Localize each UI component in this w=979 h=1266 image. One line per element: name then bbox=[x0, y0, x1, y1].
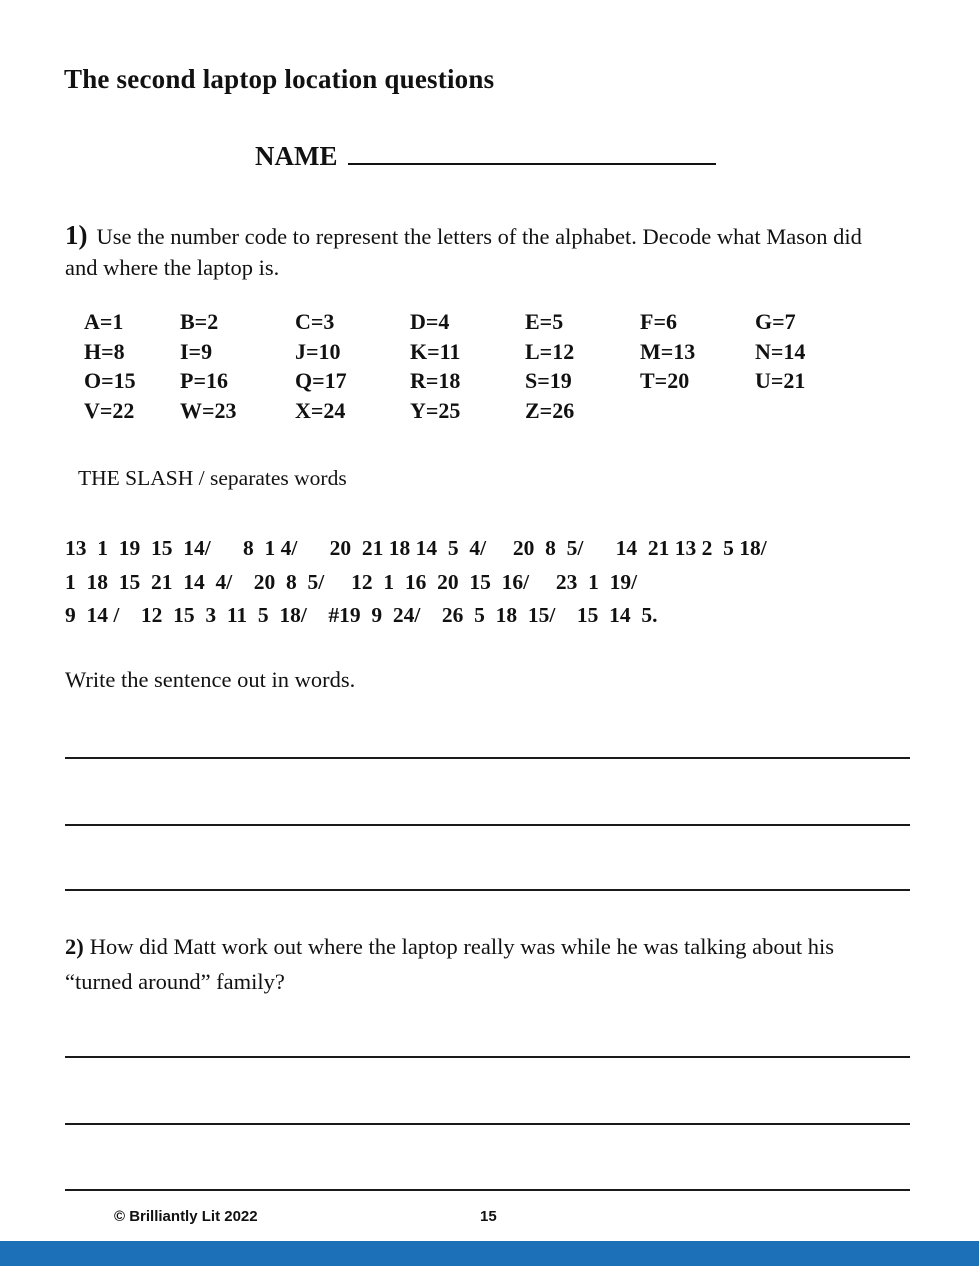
code-cell: S=19 bbox=[525, 368, 572, 393]
question-1-number: 1) bbox=[65, 220, 88, 250]
code-cell: K=11 bbox=[410, 338, 461, 364]
code-line-3: 9 14 / 12 15 3 11 5 18/ #19 9 24/ 26 5 18 15/ 15 14 5. bbox=[65, 603, 658, 627]
copyright-text: © Brilliantly Lit 2022 bbox=[114, 1208, 258, 1225]
code-cell: M=13 bbox=[640, 338, 696, 364]
answer-line-q1-2 bbox=[65, 824, 910, 826]
name-row bbox=[255, 139, 716, 172]
answer-line-q2-2 bbox=[65, 1123, 910, 1125]
code-cell: P=16 bbox=[180, 368, 228, 393]
slash-note: THE SLASH / separates words bbox=[78, 466, 347, 490]
answer-line-q1-3 bbox=[65, 889, 910, 891]
code-cell: R=18 bbox=[410, 368, 461, 393]
coded-message bbox=[65, 532, 935, 633]
answer-line-q2-3 bbox=[65, 1189, 910, 1191]
page-footer bbox=[0, 1208, 979, 1230]
code-cell: Q=17 bbox=[295, 368, 347, 393]
footer-bar bbox=[0, 1241, 979, 1266]
code-cell: Z=26 bbox=[525, 397, 575, 423]
name-blank-line bbox=[348, 139, 716, 165]
page-title: The second laptop location questions bbox=[64, 64, 495, 94]
code-cell: B=2 bbox=[180, 309, 219, 334]
code-cell: U=21 bbox=[755, 368, 806, 393]
write-sentence-prompt: Write the sentence out in words. bbox=[65, 667, 356, 692]
page-number: 15 bbox=[480, 1208, 497, 1225]
alphabet-code-table bbox=[84, 307, 875, 425]
code-cell: D=4 bbox=[410, 309, 450, 334]
code-cell: G=7 bbox=[755, 309, 796, 334]
question-1 bbox=[65, 220, 865, 283]
code-cell: J=10 bbox=[295, 338, 341, 364]
code-cell: C=3 bbox=[295, 309, 335, 334]
code-cell: E=5 bbox=[525, 309, 564, 334]
answer-line-q1-1 bbox=[65, 757, 910, 759]
question-2 bbox=[65, 929, 905, 999]
code-cell: H=8 bbox=[84, 338, 125, 364]
code-cell: V=22 bbox=[84, 397, 135, 423]
code-cell: N=14 bbox=[755, 338, 806, 364]
code-cell: W=23 bbox=[180, 397, 237, 423]
code-cell: I=9 bbox=[180, 338, 213, 364]
code-cell: L=12 bbox=[525, 338, 575, 364]
name-label: NAME bbox=[255, 141, 338, 171]
code-cell: T=20 bbox=[640, 368, 690, 393]
answer-line-q2-1 bbox=[65, 1056, 910, 1058]
code-cell: Y=25 bbox=[410, 397, 461, 423]
question-2-number: 2) bbox=[65, 934, 84, 959]
code-line-1: 13 1 19 15 14/ 8 1 4/ 20 21 18 14 5 4/ 20 8 5/ 14 21 13 2 5 18/ bbox=[65, 536, 767, 560]
code-cell: A=1 bbox=[84, 309, 124, 334]
code-line-2: 1 18 15 21 14 4/ 20 8 5/ 12 1 16 20 15 16/ 23 1 19/ bbox=[65, 569, 638, 594]
question-2-prompt: How did Matt work out where the laptop really was while he was talking about his “turned around” family? bbox=[65, 934, 834, 994]
code-cell: F=6 bbox=[640, 309, 677, 334]
code-cell: O=15 bbox=[84, 368, 136, 393]
code-cell: X=24 bbox=[295, 397, 346, 423]
question-1-prompt: Use the number code to represent the letters of the alphabet. Decode what Mason did and where the laptop is. bbox=[65, 224, 862, 280]
